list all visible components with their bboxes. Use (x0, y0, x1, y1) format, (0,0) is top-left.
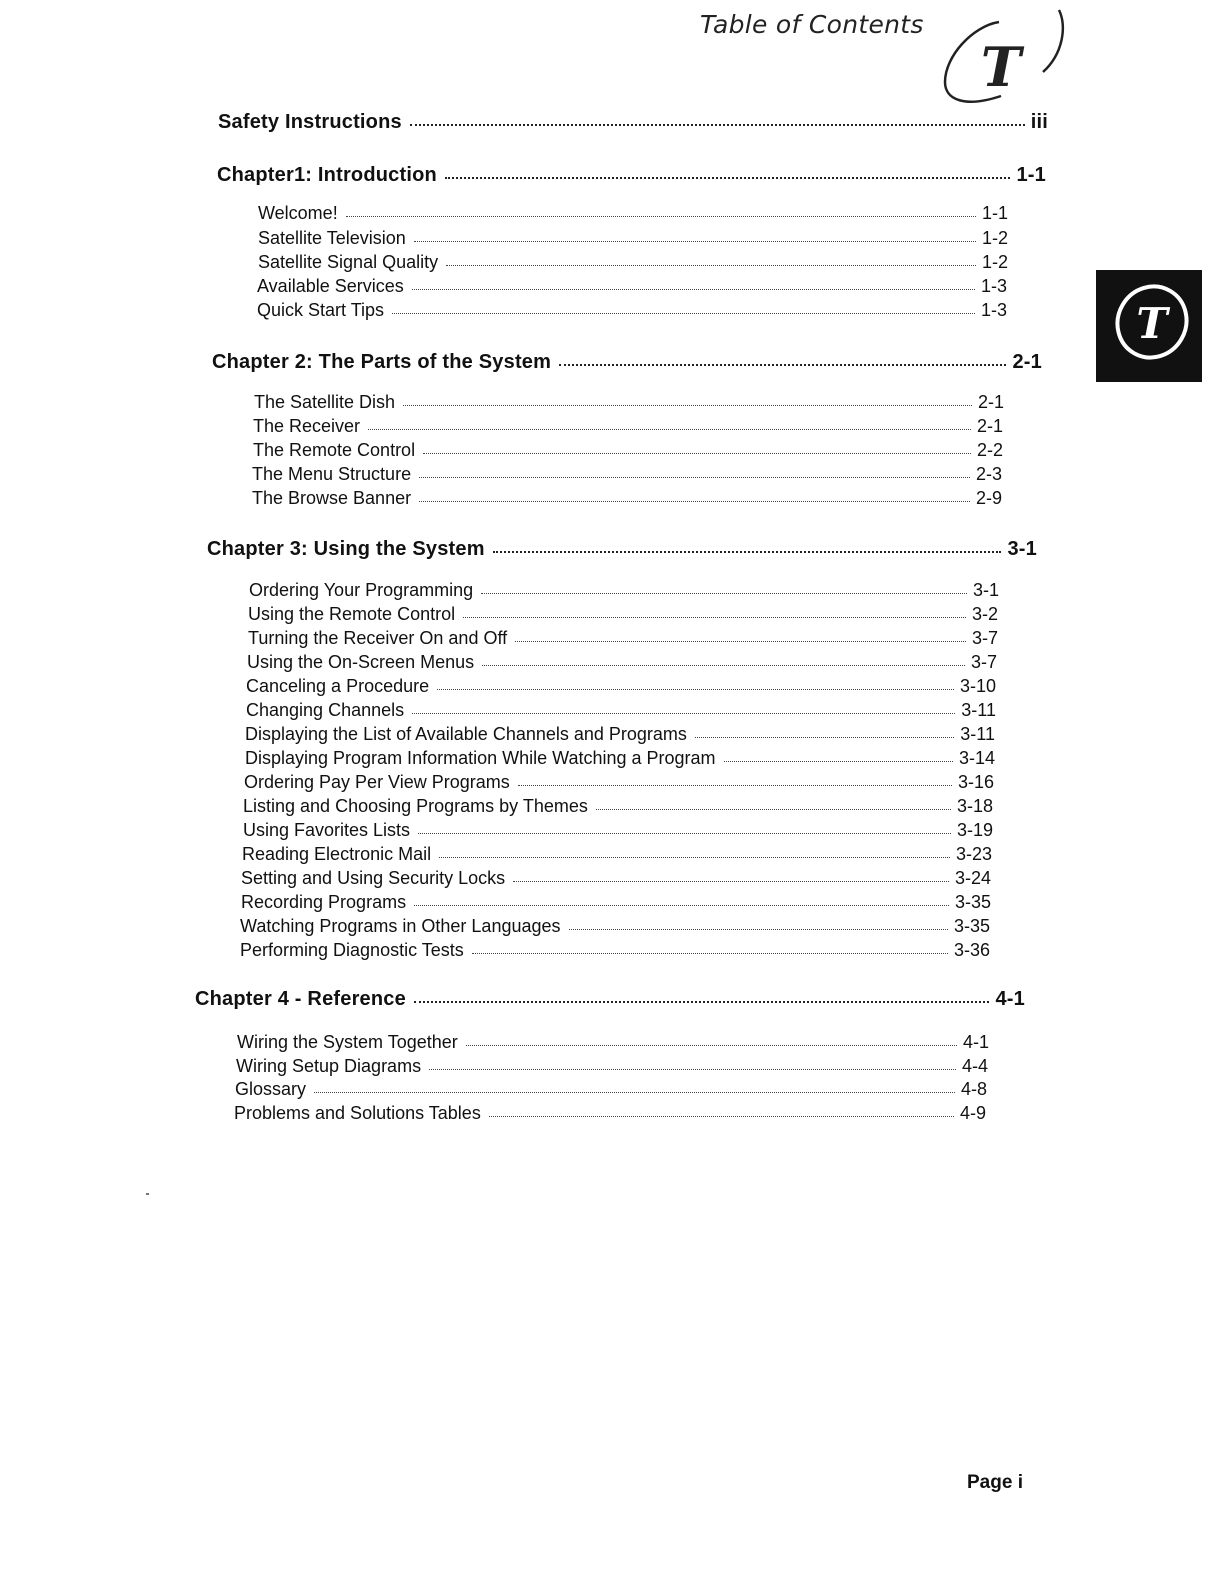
toc-item-page: 1-3 (980, 300, 1007, 320)
toc-item-title: Watching Programs in Other Languages (240, 916, 561, 936)
leader-dots (493, 551, 1002, 553)
leader-dots (368, 429, 971, 430)
toc-chapter-title: Chapter 2: The Parts of the System (212, 351, 552, 373)
leader-dots (412, 713, 955, 714)
toc-chapter-title: Chapter1: Introduction (217, 164, 437, 186)
toc-item-page: 2-2 (976, 440, 1003, 460)
toc-item[interactable] (247, 652, 997, 673)
toc-chapter-2[interactable] (212, 351, 1042, 374)
toc-item[interactable] (243, 796, 993, 817)
toc-item-title: Glossary (235, 1079, 307, 1099)
leader-dots (418, 833, 951, 834)
toc-item-title: The Browse Banner (252, 488, 412, 508)
toc-item-page: 3-14 (958, 748, 995, 768)
toc-item-title: Changing Channels (246, 700, 405, 720)
toc-item-title: Quick Start Tips (257, 300, 385, 320)
leader-dots (445, 177, 1011, 179)
toc-item[interactable] (248, 604, 998, 625)
toc-item-title: Wiring the System Together (237, 1032, 458, 1052)
leader-dots (439, 857, 950, 858)
toc-item-title: Welcome! (258, 203, 338, 223)
toc-item[interactable] (253, 440, 1003, 461)
leader-dots (559, 364, 1006, 366)
toc-item-title: Ordering Your Programming (249, 580, 474, 600)
toc-item-title: The Remote Control (253, 440, 416, 460)
toc-item-title: Using the On-Screen Menus (247, 652, 475, 672)
toc-item-title: Displaying Program Information While Watching a Program (245, 748, 716, 768)
chapter-tab (1096, 270, 1202, 382)
toc-item[interactable] (258, 252, 1008, 273)
toc-entry-page: iii (1030, 111, 1048, 133)
leader-dots (724, 761, 953, 762)
leader-dots (596, 809, 951, 810)
toc-chapter-page: 4-1 (995, 988, 1025, 1010)
toc-item[interactable] (254, 392, 1004, 413)
toc-item[interactable] (245, 748, 995, 769)
toc-item[interactable] (249, 580, 999, 601)
toc-item-page: 2-1 (976, 416, 1003, 436)
toc-item-page: 3-10 (959, 676, 996, 696)
leader-dots (463, 617, 966, 618)
leader-dots (314, 1092, 955, 1093)
toc-item-page: 3-11 (960, 724, 995, 744)
toc-item-title: Using the Remote Control (248, 604, 456, 624)
toc-item-page: 2-3 (975, 464, 1002, 484)
toc-item-page: 3-36 (953, 940, 990, 960)
toc-chapter-title: Chapter 4 - Reference (195, 988, 406, 1010)
toc-item[interactable] (252, 488, 1002, 509)
toc-item-page: 2-9 (975, 488, 1002, 508)
toc-item[interactable] (234, 1103, 986, 1124)
toc-chapter-title: Chapter 3: Using the System (207, 538, 485, 560)
leader-dots (423, 453, 971, 454)
toc-item[interactable] (246, 676, 996, 697)
toc-item-title: Listing and Choosing Programs by Themes (243, 796, 588, 816)
toc-item-page: 3-23 (955, 844, 992, 864)
leader-dots (437, 689, 954, 690)
page-title: Table of Contents (700, 10, 924, 39)
scan-speck (146, 1193, 149, 1195)
leader-dots (414, 241, 976, 242)
toc-item-title: The Satellite Dish (254, 392, 396, 412)
toc-item-page: 3-35 (953, 916, 990, 936)
toc-item-page: 4-1 (962, 1032, 989, 1052)
leader-dots (429, 1069, 956, 1070)
toc-item-title: Satellite Signal Quality (258, 252, 439, 272)
leader-dots (410, 124, 1025, 126)
toc-chapter-1[interactable] (217, 164, 1046, 187)
leader-dots (446, 265, 976, 266)
leader-dots (695, 737, 954, 738)
page-number: Page i (967, 1472, 1023, 1493)
toc-item-page: 3-7 (970, 652, 997, 672)
toc-chapter-page: 3-1 (1007, 538, 1037, 560)
toc-item[interactable] (244, 772, 994, 793)
toc-item[interactable] (240, 940, 990, 961)
toc-chapter-4[interactable] (195, 988, 1025, 1011)
leader-dots (392, 313, 975, 314)
leader-dots (518, 785, 952, 786)
toc-item[interactable] (248, 628, 998, 649)
toc-item[interactable] (257, 276, 1007, 297)
toc-item[interactable] (257, 300, 1007, 321)
toc-item-title: Canceling a Procedure (246, 676, 430, 696)
leader-dots (489, 1116, 954, 1117)
toc-item-title: Displaying the List of Available Channels and Programs (245, 724, 687, 744)
leader-dots (515, 641, 966, 642)
toc-item-page: 1-2 (981, 252, 1008, 272)
toc-item-title: The Menu Structure (252, 464, 412, 484)
toc-item-page: 1-1 (981, 203, 1008, 223)
leader-dots (569, 929, 948, 930)
toc-chapter-page: 1-1 (1016, 164, 1046, 186)
toc-item-title: Satellite Television (258, 228, 406, 248)
toc-item[interactable] (245, 724, 995, 745)
toc-item[interactable] (241, 892, 991, 913)
toc-chapter-3[interactable] (207, 538, 1037, 561)
leader-dots (414, 905, 949, 906)
toc-item[interactable] (241, 868, 991, 889)
toc-item[interactable] (252, 464, 1002, 485)
toc-item-title: Ordering Pay Per View Programs (244, 772, 510, 792)
toc-item-page: 3-18 (956, 796, 993, 816)
toc-item-page: 3-7 (971, 628, 998, 648)
toc-item[interactable] (246, 700, 996, 721)
leader-dots (414, 1001, 990, 1003)
toc-item-title: Recording Programs (241, 892, 407, 912)
toc-item-page: 3-1 (972, 580, 999, 600)
toc-item-page: 3-16 (957, 772, 994, 792)
toc-item-page: 3-11 (961, 700, 996, 720)
toc-item-title: Problems and Solutions Tables (234, 1103, 481, 1123)
toc-chapter-page: 2-1 (1012, 351, 1042, 373)
leader-dots (419, 477, 970, 478)
toc-item[interactable] (237, 1032, 989, 1053)
toc-item-page: 1-3 (980, 276, 1007, 296)
toc-item-title: Wiring Setup Diagrams (236, 1056, 422, 1076)
leader-dots (513, 881, 949, 882)
toc-item-page: 3-2 (971, 604, 998, 624)
toc-item[interactable] (236, 1056, 988, 1077)
toc-item[interactable] (240, 916, 990, 937)
toc-entry-safety[interactable] (218, 111, 1048, 134)
toc-item-page: 1-2 (981, 228, 1008, 248)
leader-dots (472, 953, 948, 954)
toc-item[interactable] (243, 820, 993, 841)
toc-entry-title: Safety Instructions (218, 111, 402, 133)
toc-item[interactable] (253, 416, 1003, 437)
toc-item[interactable] (258, 203, 1008, 224)
toc-item-title: Using Favorites Lists (243, 820, 411, 840)
t-logo-icon (935, 4, 1075, 114)
t-logo-letter: T (980, 35, 1022, 99)
toc-item-title: Performing Diagnostic Tests (240, 940, 464, 960)
toc-item-title: The Receiver (253, 416, 361, 436)
toc-item-page: 4-4 (961, 1056, 988, 1076)
toc-item-title: Available Services (257, 276, 404, 296)
leader-dots (403, 405, 972, 406)
leader-dots (419, 501, 970, 502)
toc-item-page: 4-8 (960, 1079, 987, 1099)
leader-dots (412, 289, 975, 290)
leader-dots (466, 1045, 957, 1046)
toc-item-page: 3-35 (954, 892, 991, 912)
leader-dots (482, 665, 965, 666)
chapter-tab-letter: T (1136, 299, 1168, 348)
leader-dots (346, 216, 976, 217)
toc-item-title: Reading Electronic Mail (242, 844, 432, 864)
toc-item-page: 4-9 (959, 1103, 986, 1123)
toc-item-page: 3-19 (956, 820, 993, 840)
toc-item-page: 3-24 (954, 868, 991, 888)
toc-item[interactable] (258, 228, 1008, 249)
toc-item-title: Setting and Using Security Locks (241, 868, 506, 888)
toc-item[interactable] (235, 1079, 987, 1100)
toc-item-title: Turning the Receiver On and Off (248, 628, 508, 648)
leader-dots (481, 593, 967, 594)
toc-item-page: 2-1 (977, 392, 1004, 412)
toc-item[interactable] (242, 844, 992, 865)
